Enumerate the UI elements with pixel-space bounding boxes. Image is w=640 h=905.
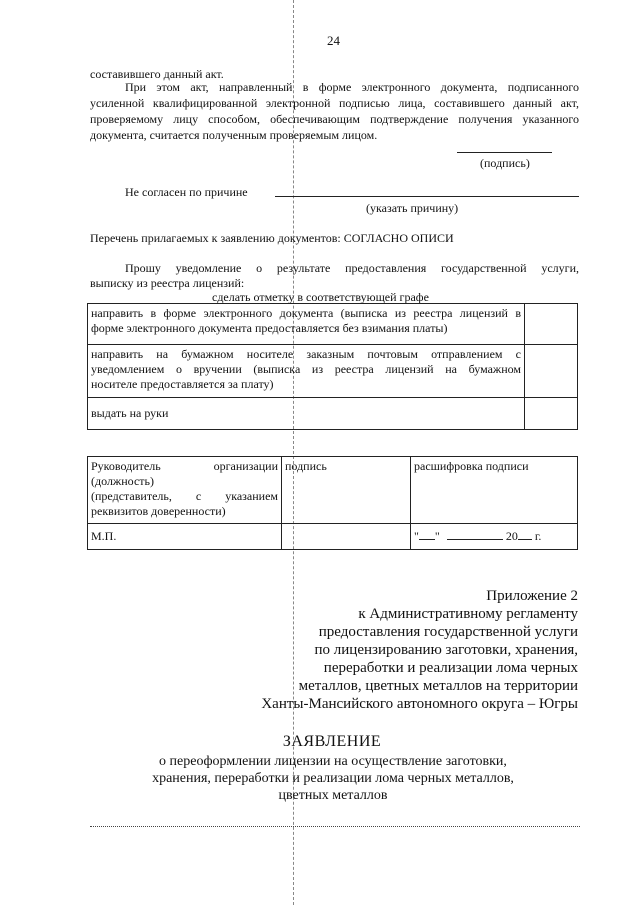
reason-line <box>275 196 579 197</box>
table-row <box>88 524 578 550</box>
head-cell: Руководитель организации (должность) (представитель, с указанием реквизитов доверенности) <box>88 457 282 524</box>
statement-subtitle: цветных металлов <box>278 788 388 803</box>
table-row <box>88 457 578 524</box>
statement-subtitle: о переоформлении лицензии на осуществление заготовки, <box>159 754 507 769</box>
empty-cell <box>282 524 411 550</box>
table-row <box>88 398 578 430</box>
signature-line <box>457 152 552 153</box>
text-line: усиленной квалифицированной электронной подписью лица, составившего данный акт, <box>90 96 579 110</box>
delivery-option-mail: направить на бумажном носителе заказным почтовым отправлением с уведомлением о вручении (выписка из реестра лицензий на бумажном носителе предоставляется за плату) <box>88 345 525 398</box>
checkbox-cell[interactable] <box>525 345 578 398</box>
statement-title: ЗАЯВЛЕНИЕ <box>282 733 382 750</box>
checkbox-cell[interactable] <box>525 304 578 345</box>
reason-caption: (указать причину) <box>366 201 459 215</box>
text-line: При этом акт, направленный в форме электронного документа, подписанного <box>125 80 579 94</box>
notify-text: Прошу уведомление о результате предоставления государственной услуги, <box>125 261 579 275</box>
stamp-cell: М.П. <box>88 524 282 550</box>
checkbox-cell[interactable] <box>525 398 578 430</box>
appendix-line: переработки и реализации лома черных <box>323 660 578 676</box>
delivery-table <box>87 303 578 430</box>
appendix-line: Ханты-Мансийского автономного округа – Югры <box>261 696 578 712</box>
table-row <box>88 345 578 398</box>
text-line: составившего данный акт. <box>90 67 224 81</box>
delivery-option-electronic: направить в форме электронного документа (выписка из реестра лицензий в форме электронного документа предоставляется без взимания платы) <box>88 304 525 345</box>
signature-table <box>87 456 578 550</box>
appendix-line: предоставления государственной услуги <box>318 624 578 640</box>
appendix-line: по лицензированию заготовки, хранения, <box>314 642 578 658</box>
signature-caption: (подпись) <box>480 156 530 170</box>
decoding-cell: расшифровка подписи <box>411 457 578 524</box>
text-line: документа, считается полученным проверяемым лицом. <box>90 128 378 142</box>
disagree-label: Не согласен по причине <box>125 185 248 199</box>
signature-cell: подпись <box>282 457 411 524</box>
appendix-line: к Административному регламенту <box>358 606 578 622</box>
page-number: 24 <box>327 33 340 48</box>
delivery-option-hand: выдать на руки <box>88 398 525 430</box>
notify-text: выписку из реестра лицензий: <box>90 276 245 290</box>
text-line: проверяемому лицу способом, обеспечивающим подтверждение получения указанного <box>90 112 579 126</box>
appendix-line: металлов, цветных металлов на территории <box>298 678 578 694</box>
table-row <box>88 304 578 345</box>
attachments-text: Перечень прилагаемых к заявлению документов: СОГЛАСНО ОПИСИ <box>90 231 454 245</box>
appendix-line: Приложение 2 <box>486 588 578 604</box>
delivery-table-header: сделать отметку в соответствующей графе <box>212 290 429 304</box>
statement-subtitle: хранения, переработки и реализации лома черных металлов, <box>152 771 514 786</box>
date-cell: " " 20 г. <box>411 524 578 550</box>
bottom-rule <box>90 826 580 827</box>
